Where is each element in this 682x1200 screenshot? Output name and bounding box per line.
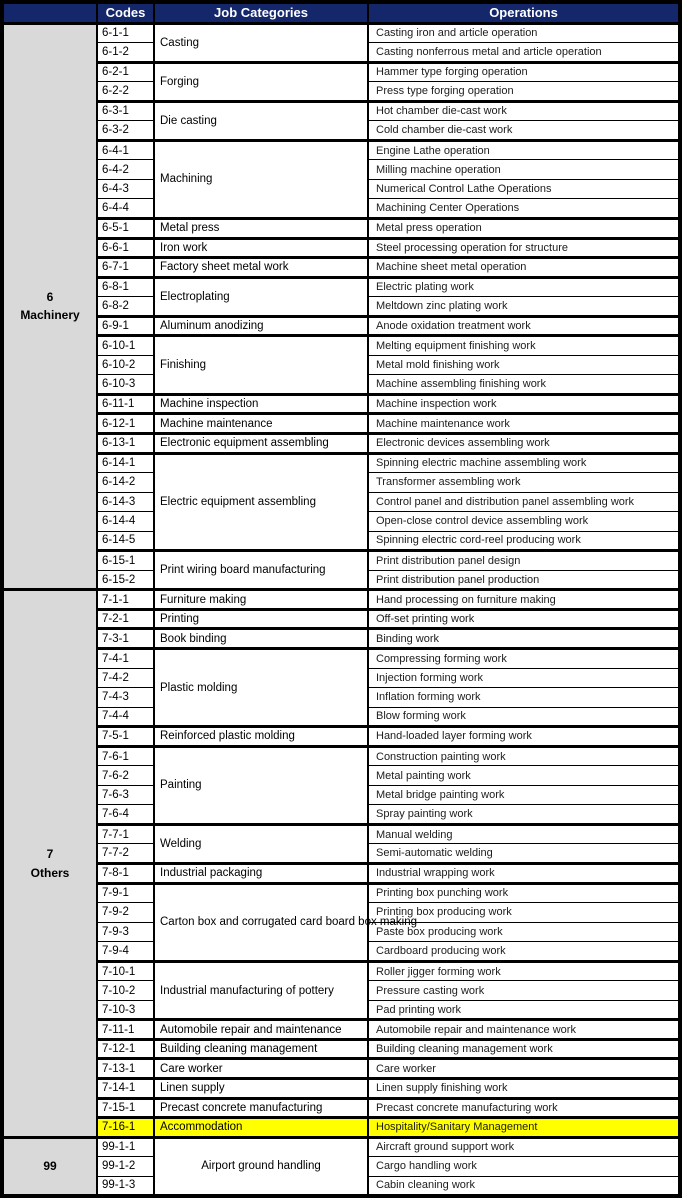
job-category-cell: Building cleaning management [154,1039,368,1059]
operation-cell: Control panel and distribution panel assembling work [368,492,680,512]
code-cell: 7-13-1 [97,1059,154,1079]
code-cell: 6-1-2 [97,43,154,63]
job-category-cell: Machine maintenance [154,414,368,434]
table-row [2,1039,680,1059]
code-cell: 7-9-3 [97,922,154,942]
code-cell: 7-9-4 [97,942,154,962]
job-category-cell: Casting [154,23,368,62]
job-categories-column-header: Job Categories [154,2,368,23]
operation-cell: Automobile repair and maintenance work [368,1020,680,1040]
operation-cell: Construction painting work [368,746,680,766]
operation-cell: Off-set printing work [368,609,680,629]
job-category-cell: Welding [154,824,368,863]
operation-cell: Printing box producing work [368,903,680,923]
job-category-cell: Factory sheet metal work [154,258,368,278]
operation-cell: Meltdown zinc plating work [368,297,680,317]
job-category-cell: Machining [154,140,368,218]
operation-cell: Spinning electric machine assembling work [368,453,680,473]
job-category-cell: Furniture making [154,590,368,610]
code-cell: 7-6-2 [97,766,154,786]
code-cell: 99-1-3 [97,1176,154,1196]
table-row [2,238,680,258]
table-row [2,629,680,649]
job-category-cell: Finishing [154,336,368,395]
code-cell: 7-9-2 [97,903,154,923]
operation-cell: Care worker [368,1059,680,1079]
code-cell: 6-10-2 [97,355,154,375]
code-cell: 6-5-1 [97,218,154,238]
group-column-header [2,2,97,23]
operation-cell: Machine maintenance work [368,414,680,434]
table-row [2,864,680,884]
code-cell: 7-7-1 [97,824,154,844]
table-row [2,551,680,571]
table-row [2,590,680,610]
code-cell: 99-1-2 [97,1157,154,1177]
table-row [2,609,680,629]
operation-cell: Print distribution panel production [368,570,680,590]
code-cell: 7-4-4 [97,707,154,727]
operation-cell: Hand processing on furniture making [368,590,680,610]
group-label-line: 99 [43,1158,57,1173]
operation-cell: Injection forming work [368,668,680,688]
job-category-cell: Automobile repair and maintenance [154,1020,368,1040]
operation-cell: Metal press operation [368,218,680,238]
code-cell: 6-2-2 [97,82,154,102]
operation-cell: Metal mold finishing work [368,355,680,375]
code-cell: 7-10-2 [97,981,154,1001]
code-cell: 6-6-1 [97,238,154,258]
table-header-row [2,2,680,23]
table-row [2,316,680,336]
job-category-cell: Painting [154,746,368,824]
job-category-cell: Carton box and corrugated card board box making [154,883,368,961]
table-row [2,453,680,473]
code-cell: 6-14-4 [97,512,154,532]
operation-cell: Inflation forming work [368,688,680,708]
operation-cell: Anode oxidation treatment work [368,316,680,336]
job-category-cell: Print wiring board manufacturing [154,551,368,590]
operation-cell: Spinning electric cord-reel producing work [368,531,680,551]
code-cell: 6-11-1 [97,394,154,414]
code-cell: 6-13-1 [97,433,154,453]
operation-cell: Hammer type forging operation [368,62,680,82]
operation-cell: Casting iron and article operation [368,23,680,43]
code-cell: 7-10-1 [97,961,154,981]
job-category-cell: Precast concrete manufacturing [154,1098,368,1118]
operation-cell: Blow forming work [368,707,680,727]
table-row [2,394,680,414]
code-cell: 6-14-1 [97,453,154,473]
table-row [2,1098,680,1118]
operation-cell: Linen supply finishing work [368,1079,680,1099]
code-cell: 6-12-1 [97,414,154,434]
operation-cell: Paste box producing work [368,922,680,942]
code-cell: 6-8-1 [97,277,154,297]
table-row [2,1118,680,1138]
operation-cell: Cabin cleaning work [368,1176,680,1196]
group-label-line: 6 [46,289,54,304]
job-category-cell: Reinforced plastic molding [154,727,368,747]
operations-column-header: Operations [368,2,680,23]
table-row [2,140,680,160]
operation-cell: Cold chamber die-cast work [368,121,680,141]
code-cell: 6-2-1 [97,62,154,82]
code-cell: 6-10-3 [97,375,154,395]
code-cell: 7-10-3 [97,1000,154,1020]
table-row [2,277,680,297]
table-row [2,1020,680,1040]
code-cell: 7-16-1 [97,1118,154,1138]
operation-cell: Manual welding [368,824,680,844]
operation-cell: Press type forging operation [368,82,680,102]
job-category-cell: Printing [154,609,368,629]
table-row [2,961,680,981]
table-body [2,23,680,1196]
table-row [2,23,680,43]
table-row [2,649,680,669]
code-cell: 6-4-2 [97,160,154,180]
job-category-cell: Machine inspection [154,394,368,414]
code-cell: 6-10-1 [97,336,154,356]
operation-cell: Hospitality/Sanitary Management [368,1118,680,1138]
code-cell: 7-9-1 [97,883,154,903]
code-cell: 7-6-1 [97,746,154,766]
table-row [2,218,680,238]
code-cell: 7-14-1 [97,1079,154,1099]
code-cell: 6-3-2 [97,121,154,141]
operation-cell: Hot chamber die-cast work [368,101,680,121]
job-category-cell: Electronic equipment assembling [154,433,368,453]
operation-cell: Compressing forming work [368,649,680,669]
code-cell: 6-4-4 [97,199,154,219]
job-category-cell: Industrial manufacturing of pottery [154,961,368,1020]
table-row [2,62,680,82]
operation-cell: Print distribution panel design [368,551,680,571]
code-cell: 7-3-1 [97,629,154,649]
job-category-cell: Care worker [154,1059,368,1079]
operation-cell: Cargo handling work [368,1157,680,1177]
job-category-cell: Linen supply [154,1079,368,1099]
group-label-cell [2,1137,97,1196]
code-cell: 6-1-1 [97,23,154,43]
operation-cell: Electronic devices assembling work [368,433,680,453]
operation-cell: Metal bridge painting work [368,785,680,805]
operation-cell: Building cleaning management work [368,1039,680,1059]
code-cell: 6-14-2 [97,473,154,493]
job-category-cell: Metal press [154,218,368,238]
operation-cell: Melting equipment finishing work [368,336,680,356]
table-row [2,414,680,434]
table-row [2,727,680,747]
operation-cell: Roller jigger forming work [368,961,680,981]
code-cell: 7-5-1 [97,727,154,747]
job-category-cell: Industrial packaging [154,864,368,884]
job-category-cell: Airport ground handling [154,1137,368,1196]
code-cell: 7-4-3 [97,688,154,708]
operation-cell: Precast concrete manufacturing work [368,1098,680,1118]
code-cell: 6-4-3 [97,179,154,199]
code-cell: 6-9-1 [97,316,154,336]
operation-cell: Steel processing operation for structure [368,238,680,258]
operation-cell: Binding work [368,629,680,649]
table-row [2,1059,680,1079]
operation-cell: Machine sheet metal operation [368,258,680,278]
table-row [2,746,680,766]
group-label-cell [2,23,97,590]
operation-cell: Metal painting work [368,766,680,786]
operation-cell: Electric plating work [368,277,680,297]
code-cell: 7-7-2 [97,844,154,864]
table-row [2,101,680,121]
job-category-cell: Book binding [154,629,368,649]
operation-cell: Machine inspection work [368,394,680,414]
operation-cell: Numerical Control Lathe Operations [368,179,680,199]
group-label-line: Machinery [20,308,80,323]
code-cell: 6-15-2 [97,570,154,590]
operation-cell: Casting nonferrous metal and article operation [368,43,680,63]
code-cell: 99-1-1 [97,1137,154,1157]
operation-cell: Transformer assembling work [368,473,680,493]
code-cell: 7-4-2 [97,668,154,688]
group-label-cell [2,590,97,1137]
operation-cell: Open-close control device assembling work [368,512,680,532]
operation-cell: Machining Center Operations [368,199,680,219]
code-cell: 7-1-1 [97,590,154,610]
operation-cell: Printing box punching work [368,883,680,903]
table-row [2,433,680,453]
job-category-cell: Electroplating [154,277,368,316]
job-category-cell: Iron work [154,238,368,258]
operation-cell: Aircraft ground support work [368,1137,680,1157]
job-category-cell: Aluminum anodizing [154,316,368,336]
code-cell: 7-6-3 [97,785,154,805]
operation-cell: Hand-loaded layer forming work [368,727,680,747]
code-cell: 7-11-1 [97,1020,154,1040]
job-category-cell: Plastic molding [154,649,368,727]
operation-cell: Machine assembling finishing work [368,375,680,395]
code-cell: 6-3-1 [97,101,154,121]
code-cell: 7-4-1 [97,649,154,669]
code-cell: 7-6-4 [97,805,154,825]
code-cell: 7-2-1 [97,609,154,629]
job-category-cell: Electric equipment assembling [154,453,368,551]
code-cell: 7-15-1 [97,1098,154,1118]
job-category-cell: Accommodation [154,1118,368,1138]
operation-cell: Pad printing work [368,1000,680,1020]
group-label-line: Others [30,865,70,880]
operation-cell: Engine Lathe operation [368,140,680,160]
code-cell: 6-8-2 [97,297,154,317]
table-row [2,258,680,278]
operation-cell: Industrial wrapping work [368,864,680,884]
code-cell: 6-14-5 [97,531,154,551]
table-row [2,1137,680,1157]
group-label-line: 7 [46,846,54,861]
job-category-cell: Forging [154,62,368,101]
code-cell: 6-15-1 [97,551,154,571]
table-row [2,1079,680,1099]
operation-cell: Cardboard producing work [368,942,680,962]
codes-column-header: Codes [97,2,154,23]
job-category-cell: Die casting [154,101,368,140]
code-cell: 7-12-1 [97,1039,154,1059]
code-cell: 6-14-3 [97,492,154,512]
code-cell: 6-7-1 [97,258,154,278]
operation-cell: Spray painting work [368,805,680,825]
code-cell: 6-4-1 [97,140,154,160]
operation-cell: Milling machine operation [368,160,680,180]
table-row [2,336,680,356]
table-row [2,824,680,844]
code-cell: 7-8-1 [97,864,154,884]
operation-cell: Pressure casting work [368,981,680,1001]
operation-cell: Semi-automatic welding [368,844,680,864]
table-row [2,883,680,903]
